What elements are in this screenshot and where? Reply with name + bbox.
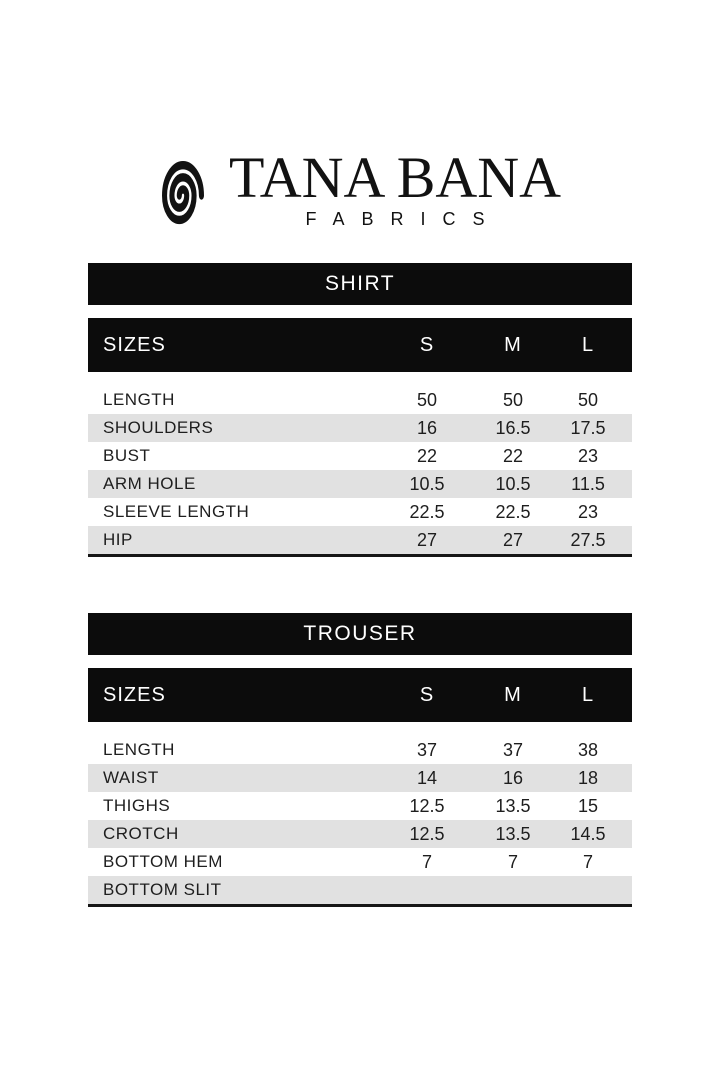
row-label: THIGHS xyxy=(103,796,171,815)
cell-value: 22.5 xyxy=(409,502,445,522)
brand-name: TANA BANA xyxy=(228,145,562,210)
cell-value: 23 xyxy=(577,502,599,522)
cell-value: 10.5 xyxy=(495,474,531,494)
cell-value: 17.5 xyxy=(570,418,606,438)
row-label: CROTCH xyxy=(103,824,179,843)
table-row xyxy=(88,470,632,498)
cell-value: 15 xyxy=(577,796,599,816)
brand-logo xyxy=(0,145,720,230)
cell-value: 13.5 xyxy=(495,824,531,844)
row-label: SLEEVE LENGTH xyxy=(103,502,250,521)
cell-value: 12.5 xyxy=(409,796,445,816)
cell-value: 10.5 xyxy=(409,474,445,494)
sizes-header-label: SIZES xyxy=(103,334,166,356)
trouser-table-header xyxy=(88,668,632,722)
cell-value: 16 xyxy=(416,418,438,438)
trouser-table-title: TROUSER xyxy=(88,613,632,655)
size-l-header: L xyxy=(581,334,595,356)
spiral-logo-icon xyxy=(159,156,207,226)
size-s-header: S xyxy=(419,684,435,706)
table-row xyxy=(88,792,632,820)
table-row xyxy=(88,386,632,414)
row-label: BOTTOM HEM xyxy=(103,852,223,871)
cell-value: 23 xyxy=(577,446,599,466)
cell-value: 14.5 xyxy=(570,824,606,844)
sizes-header-label: SIZES xyxy=(103,684,166,706)
shirt-table-header xyxy=(88,318,632,372)
cell-value: 13.5 xyxy=(495,796,531,816)
cell-value: 22 xyxy=(502,446,524,466)
row-label: BUST xyxy=(103,446,151,465)
size-m-header: M xyxy=(504,334,522,356)
cell-value: 50 xyxy=(577,390,599,410)
cell-value: 27 xyxy=(416,530,438,550)
size-s-header: S xyxy=(419,334,435,356)
size-m-header: M xyxy=(504,684,522,706)
table-row xyxy=(88,848,632,876)
table-row xyxy=(88,764,632,792)
cell-value: 50 xyxy=(502,390,524,410)
table-row xyxy=(88,414,632,442)
row-label: ARM HOLE xyxy=(103,474,196,493)
cell-value: 11.5 xyxy=(571,474,605,494)
cell-value: 37 xyxy=(502,740,524,760)
table-row xyxy=(88,876,632,904)
cell-value: 18 xyxy=(577,768,599,788)
size-l-header: L xyxy=(581,684,595,706)
cell-value: 22 xyxy=(416,446,438,466)
cell-value: 14 xyxy=(416,768,438,788)
trouser-table-rows xyxy=(88,736,632,907)
cell-value: 27.5 xyxy=(570,530,606,550)
row-label: BOTTOM SLIT xyxy=(103,880,222,899)
brand-text-block xyxy=(228,145,562,230)
table-row xyxy=(88,736,632,764)
cell-value: 12.5 xyxy=(409,824,445,844)
shirt-table-title: SHIRT xyxy=(88,263,632,305)
cell-value: 50 xyxy=(416,390,438,410)
cell-value: 37 xyxy=(416,740,438,760)
row-label: SHOULDERS xyxy=(103,418,214,437)
cell-value: 7 xyxy=(507,852,519,872)
shirt-size-table xyxy=(88,263,632,557)
table-row xyxy=(88,498,632,526)
table-row xyxy=(88,526,632,554)
cell-value: 7 xyxy=(582,852,594,872)
cell-value: 16 xyxy=(502,768,524,788)
row-label: HIP xyxy=(103,530,133,549)
cell-value: 38 xyxy=(577,740,599,760)
row-label: LENGTH xyxy=(103,390,175,409)
shirt-table-rows xyxy=(88,386,632,557)
brand-subtitle: FABRICS xyxy=(305,209,502,229)
cell-value: 22.5 xyxy=(495,502,531,522)
cell-value: 16.5 xyxy=(495,418,531,438)
row-label: LENGTH xyxy=(103,740,175,759)
cell-value: 7 xyxy=(421,852,433,872)
cell-value: 27 xyxy=(502,530,524,550)
table-row xyxy=(88,442,632,470)
table-row xyxy=(88,820,632,848)
trouser-size-table xyxy=(88,613,632,907)
row-label: WAIST xyxy=(103,768,159,787)
